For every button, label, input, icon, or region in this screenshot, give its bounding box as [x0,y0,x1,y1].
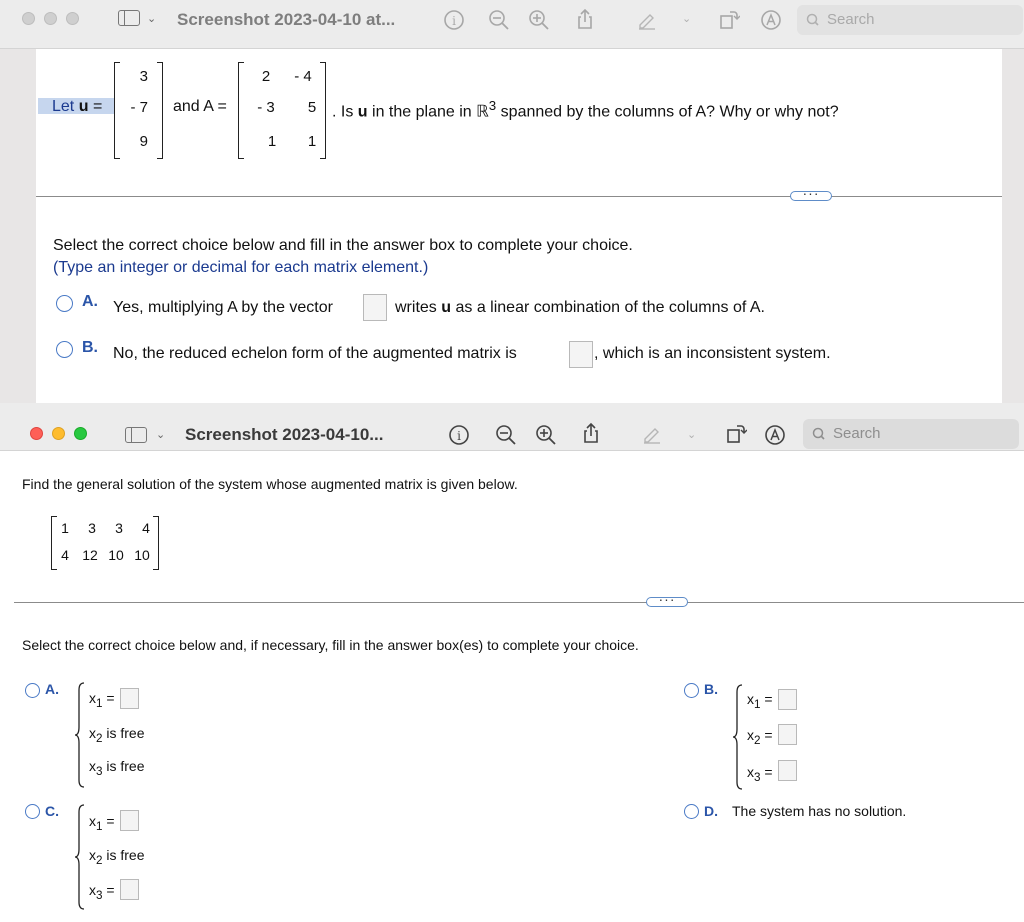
a-entry: - 4 [294,68,312,85]
eq-sign: = [92,98,103,115]
option-a-before: Yes, multiplying A by the vector [113,299,333,316]
question-let [52,98,102,116]
zoom-in-icon[interactable] [535,424,557,446]
window-title: Screenshot 2023-04-10 at... [177,10,396,29]
radio-option-c[interactable] [25,804,40,819]
b-x3-eq: = [764,764,773,780]
markup-chevron-icon[interactable]: ⌄ [682,13,692,25]
b-x2-sub: 2 [754,733,761,747]
c-x3-eq: = [106,882,115,898]
answer-box-matrix[interactable] [569,341,593,368]
option-b-before: No, the reduced echelon form of the augmented matrix is [113,345,517,362]
a-x1-eq: = [106,690,115,706]
close-button[interactable] [22,12,35,25]
instruction: Select the correct choice below and, if necessary, fill in the answer box(es) to complete your choice. [22,637,639,653]
option-b-after: , which is an inconsistent system. [594,345,831,362]
option-c-letter: C. [45,803,59,819]
option-b-letter: B. [82,339,98,356]
zoom-out-icon[interactable] [495,424,517,446]
sidebar-icon[interactable] [125,427,147,443]
c-x1-eq: = [106,813,115,829]
window-controls [22,12,79,25]
a-x2: x [89,725,96,741]
a-x3-sub: 3 [96,764,103,778]
chevron-down-icon[interactable]: ⌄ [147,13,157,25]
a-x1-label [89,690,115,710]
markup-chevron-icon[interactable]: ⌄ [687,429,697,441]
u-entry: 9 [139,133,148,150]
r-symbol: ℝ [476,101,489,121]
option-a-letter: A. [82,293,98,310]
search-icon [812,427,828,441]
answer-box-a-x1[interactable] [120,688,139,709]
matrix-entry: 12 [82,547,98,563]
b-x2: x [747,727,754,743]
document-page [36,49,1002,403]
option-d-letter: D. [704,803,718,819]
share-icon[interactable] [580,422,602,444]
title-bar [0,403,1024,451]
brace-c [74,804,86,910]
rotate-icon[interactable] [718,9,740,31]
and-a-label: and A = [173,98,227,115]
minimize-button[interactable] [44,12,57,25]
prompt: Find the general solution of the system whose augmented matrix is given below. [22,476,518,492]
question-prefix: . Is [332,103,354,121]
radio-option-b[interactable] [56,341,73,358]
b-x1-eq: = [764,691,773,707]
a-x1: x [89,690,96,706]
minimize-button[interactable] [52,427,65,440]
c-x2-sub: 2 [96,853,103,867]
zoom-button[interactable] [66,12,79,25]
r-exponent: 3 [488,98,497,113]
matrix-entry: 1 [61,520,69,536]
option-a-bold-u: u [441,299,452,316]
a-bracket-left [238,62,244,159]
matrix-entry: 3 [88,520,96,536]
c-x3: x [89,882,96,898]
answer-box-c-x3[interactable] [120,879,139,900]
b-x1-label [747,691,773,711]
annotate-icon[interactable] [764,424,786,446]
a-entry: 2 [261,68,271,85]
search-field[interactable] [803,419,1019,449]
c-x1-label [89,813,115,833]
question-text [332,98,839,121]
matrix-entry: 4 [61,547,69,563]
question-u: u [357,103,368,121]
c-x2-label [89,847,145,867]
search-placeholder: Search [833,425,881,442]
answer-box-b-x2[interactable] [778,724,797,745]
u-var: u [78,98,89,115]
b-x2-label [747,727,773,747]
markup-pen-icon[interactable] [641,423,663,445]
radio-option-d[interactable] [684,804,699,819]
b-x2-eq: = [764,727,773,743]
search-field[interactable] [797,5,1023,35]
brace-b [732,684,744,790]
answer-box-b-x1[interactable] [778,689,797,710]
expand-dots-button[interactable] [790,191,832,201]
matrix-entry: 3 [115,520,123,536]
a-x3-label [89,758,145,778]
a-x2-label [89,725,145,745]
c-x2: x [89,847,96,863]
a-x3-text: is free [106,758,145,774]
c-x1-sub: 1 [96,819,103,833]
option-a-letter: A. [45,681,59,697]
u-bracket-left [114,62,120,159]
zoom-button[interactable] [74,427,87,440]
let-label: Let [52,98,75,115]
search-icon [806,13,822,27]
c-x3-label [89,882,115,902]
chevron-down-icon[interactable]: ⌄ [156,429,166,441]
expand-dots-button[interactable] [646,597,688,607]
brace-a [74,682,86,788]
c-x1: x [89,813,96,829]
a-x2-sub: 2 [96,731,103,745]
window-controls [30,427,87,440]
svg-text:i: i [457,429,461,443]
divider [14,602,1024,603]
zoom-in-icon[interactable] [528,9,550,31]
search-placeholder: Search [827,11,875,28]
markup-pen-icon[interactable] [636,9,658,31]
divider [36,196,1002,197]
u-entry: 3 [139,68,148,85]
answer-box-vector[interactable] [363,294,387,321]
a-x2-text: is free [106,725,145,741]
preview-window-back [0,0,1024,403]
matrix-entry: 10 [134,547,150,563]
info-icon[interactable] [448,424,470,446]
option-d-text: The system has no solution. [732,803,907,819]
hint: (Type an integer or decimal for each matrix element.) [53,259,429,276]
rotate-icon[interactable] [725,423,747,445]
window-title: Screenshot 2023-04-10... [185,425,384,444]
zoom-out-icon[interactable] [488,9,510,31]
instruction: Select the correct choice below and fill in the answer box to complete your choice. [53,237,633,254]
matrix-entry: 10 [108,547,124,563]
c-x3-sub: 3 [96,888,103,902]
b-x3-sub: 3 [754,770,761,784]
question-mid: in the plane in [372,103,472,121]
answer-box-b-x3[interactable] [778,760,797,781]
radio-option-a[interactable] [56,295,73,312]
u-entry: - 7 [130,99,148,116]
matrix-entry: 4 [142,520,150,536]
a-entry: 5 [307,99,317,116]
a-entry: 1 [267,133,277,150]
preview-window-front [0,403,1024,922]
b-x1: x [747,691,754,707]
a-entry: 1 [307,133,317,150]
option-a-after-text: as a linear combination of the columns of A. [455,299,765,316]
option-b-letter: B. [704,681,718,697]
sidebar-icon[interactable] [118,10,140,26]
annotate-icon[interactable] [760,9,782,31]
b-x1-sub: 1 [754,697,761,711]
b-x3-label [747,764,773,784]
a-x1-sub: 1 [96,696,103,710]
close-button[interactable] [30,427,43,440]
a-x3: x [89,758,96,774]
answer-box-c-x1[interactable] [120,810,139,831]
option-a-after-pre: writes [395,299,437,316]
info-icon[interactable] [443,9,465,31]
b-x3: x [747,764,754,780]
c-x2-text: is free [106,847,145,863]
radio-option-a[interactable] [25,683,40,698]
share-icon[interactable] [574,8,596,30]
title-bar [0,0,1024,49]
option-a-after [395,299,765,317]
svg-text:i: i [452,14,456,28]
a-entry: - 3 [257,99,275,116]
radio-option-b[interactable] [684,683,699,698]
question-suffix: spanned by the columns of A? Why or why not? [500,103,839,121]
